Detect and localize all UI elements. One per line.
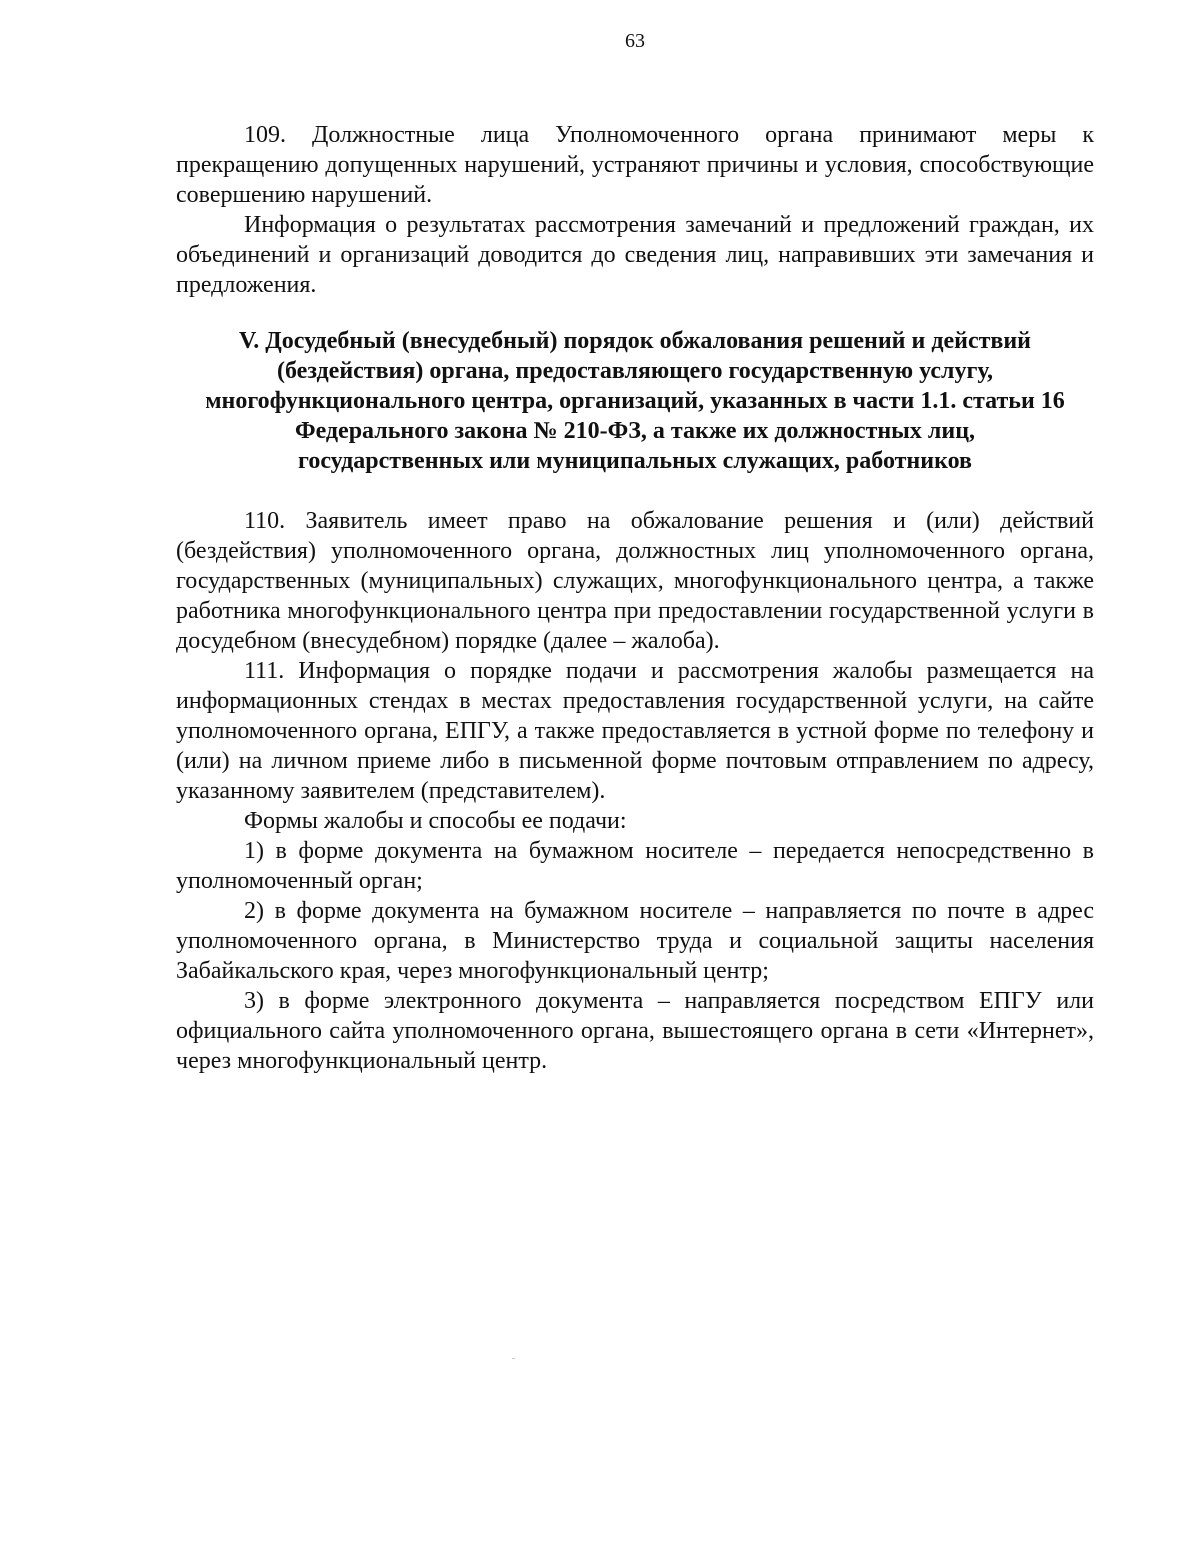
- section-one: [176, 120, 1094, 300]
- list-item-paper-direct: 1) в форме документа на бумажном носителе – передается непосредственно в уполномоченный орган;: [176, 838, 1094, 894]
- paragraph-results-info: Информация о результатах рассмотрения замечаний и предложений граждан, их объединений и организаций доводится до сведения лиц, направивших эти замечания и предложения.: [176, 212, 1094, 298]
- section-v-heading: [176, 326, 1094, 476]
- heading-line: многофункционального центра, организаций, указанных в части 1.1. статьи 16: [205, 388, 1065, 414]
- paragraph-complaint-forms: Формы жалобы и способы ее подачи:: [244, 808, 627, 834]
- heading-line: V. Досудебный (внесудебный) порядок обжалования решений и действий: [238, 328, 1031, 354]
- list-item-paper-mail: 2) в форме документа на бумажном носителе – направляется по почте в адрес уполномоченного органа, в Министерство труда и социальной защиты населения Забайкальского края, через многофункциональный центр;: [176, 898, 1094, 984]
- paragraph-111: 111. Информация о порядке подачи и рассмотрения жалобы размещается на информационных стендах в местах предоставления государственной услуги, на сайте уполномоченного органа, ЕПГУ, а также предоставляется в устной форме по телефону и (или) на личном приеме либо в письменной форме почтовым отправлением по адресу, указанному заявителем (представителем).: [176, 658, 1094, 804]
- paragraph-110: 110. Заявитель имеет право на обжалование решения и (или) действий (бездействия) уполномоченного органа, должностных лиц уполномоченного органа, государственных (муниципальных) служащих, многофункционального центра, а также работника многофункционального центра при предоставлении государственной услуги в досудебном (внесудебном) порядке (далее – жалоба).: [176, 508, 1094, 654]
- scan-artifact: [512, 1358, 515, 1359]
- paragraph-109: 109. Должностные лица Уполномоченного органа принимают меры к прекращению допущенных нарушений, устраняют причины и условия, способствующие совершению нарушений.: [176, 122, 1094, 208]
- list-item-electronic: 3) в форме электронного документа – направляется посредством ЕПГУ или официального сайта уполномоченного органа, вышестоящего органа в сети «Интернет», через многофункциональный центр.: [176, 988, 1094, 1074]
- heading-line: Федерального закона № 210-ФЗ, а также их должностных лиц,: [294, 418, 976, 444]
- heading-line: (бездействия) органа, предоставляющего государственную услугу,: [276, 358, 993, 384]
- section-two: [176, 506, 1094, 1076]
- heading-line: государственных или муниципальных служащих, работников: [298, 448, 972, 474]
- page-number: 63: [625, 30, 645, 52]
